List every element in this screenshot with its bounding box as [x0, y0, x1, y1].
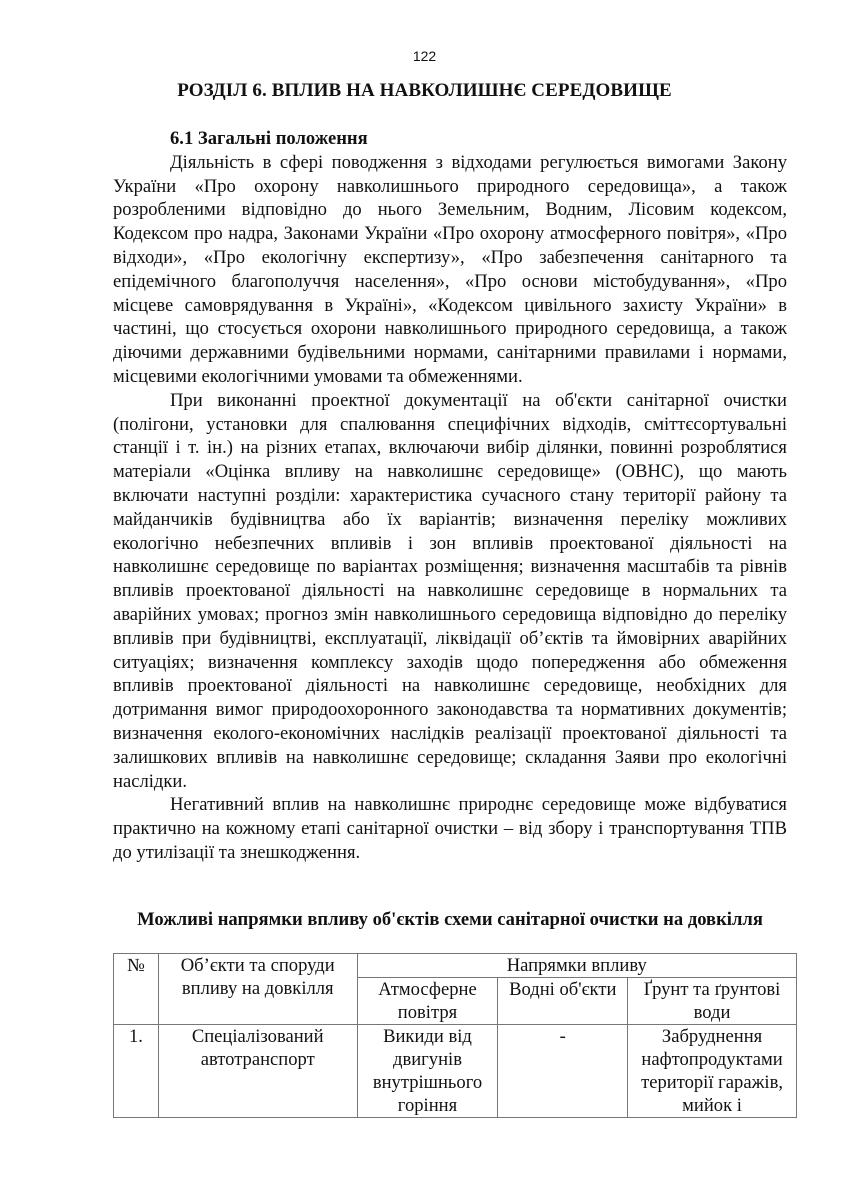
header-soil: Ґрунт та ґрунтові води [628, 978, 797, 1025]
header-objects: Об’єкти та споруди впливу на довкілля [158, 954, 357, 1025]
paragraph: При виконанні проектної документації на об'єкти санітарної очистки (полігони, установки для спалювання специфічних відходів, сміттєсортувальні станції і т. ін.) на різних етапах, включаючи вибір ділянки, повинні розроблятися матеріали «Оцінка впливу на навколишнє середовище» (ОВНС), що мають включати наступні розділи: характеристика сучасного стану території району та майданчиків будівництва або їх варіантів; визначення переліку можливих екологічно небезпечних впливів і зон впливів проектованої діяльності на навколишнє середовище по варіантах розміщення; визначення масштабів та рівнів впливів проектованої діяльності на навколишнє середовище в нормальних та аварійних умовах; прогноз змін навколишнього середовища відповідно до переліку впливів при будівництві, експлуатації, ліквідації об’єктів та ймовірних аварійних ситуаціях; визначення комплексу заходів щодо попередження або обмеження впливів проектованої діяльності на навколишнє середовище, необхідних для дотримання вимог природоохоронного законодавства та нормативних документів; визначення еколого-економічних наслідків реалізації проектованої діяльності та залишкових впливів на навколишнє середовище; складання Заяви про екологічні наслідки. [113, 389, 787, 792]
chapter-title: РОЗДІЛ 6. ВПЛИВ НА НАВКОЛИШНЄ СЕРЕДОВИЩЕ [177, 80, 672, 101]
page-number: 122 [412, 48, 437, 64]
cell-atmosphere: Викиди від двигунів внутрішнього горіння [357, 1025, 498, 1118]
paragraph: Діяльність в сфері поводження з відходами регулюється вимогами Закону України «Про охорону навколишнього природного середовища», а також розробленими відповідно до нього Земельним, Водним, Лісовим кодексом, Кодексом про надра, Законами України «Про охорону атмосферного повітря», «Про відходи», «Про екологічну експертизу», «Про забезпечення санітарного та епідемічного благополуччя населення», «Про основи містобудування», «Про місцеве самоврядування в Україні», «Кодексом цивільного захисту України» в частині, що стосується охорони навколишнього природного середовища, а також діючими державними будівельними нормами, санітарними правилами і нормами, місцевими екологічними умовами та обмеженнями. [113, 151, 787, 387]
impact-table [113, 953, 797, 1118]
table-caption: Можливі напрямки впливу об'єктів схеми санітарної очистки на довкілля [137, 909, 763, 930]
table-row [114, 1025, 797, 1118]
cell-soil: Забруднення нафтопродуктами території гаражів, мийок і [628, 1025, 797, 1118]
header-number: № [114, 954, 159, 1025]
cell-number: 1. [114, 1025, 159, 1118]
table-header-row [114, 954, 797, 978]
header-atmosphere: Атмосферне повітря [357, 978, 498, 1025]
section-body [113, 127, 787, 865]
header-water: Водні об'єкти [498, 978, 628, 1025]
header-directions-group: Напрямки впливу [357, 954, 796, 978]
paragraph: Негативний вплив на навколишнє природнє середовище може відбуватися практично на кожному етапі санітарної очистки – від збору і транспортування ТПВ до утилізації та знешкодження. [113, 794, 787, 863]
cell-water: - [498, 1025, 628, 1118]
section-heading: 6.1 Загальні положення [170, 128, 368, 149]
cell-object: Спеціалізований автотранспорт [158, 1025, 357, 1118]
